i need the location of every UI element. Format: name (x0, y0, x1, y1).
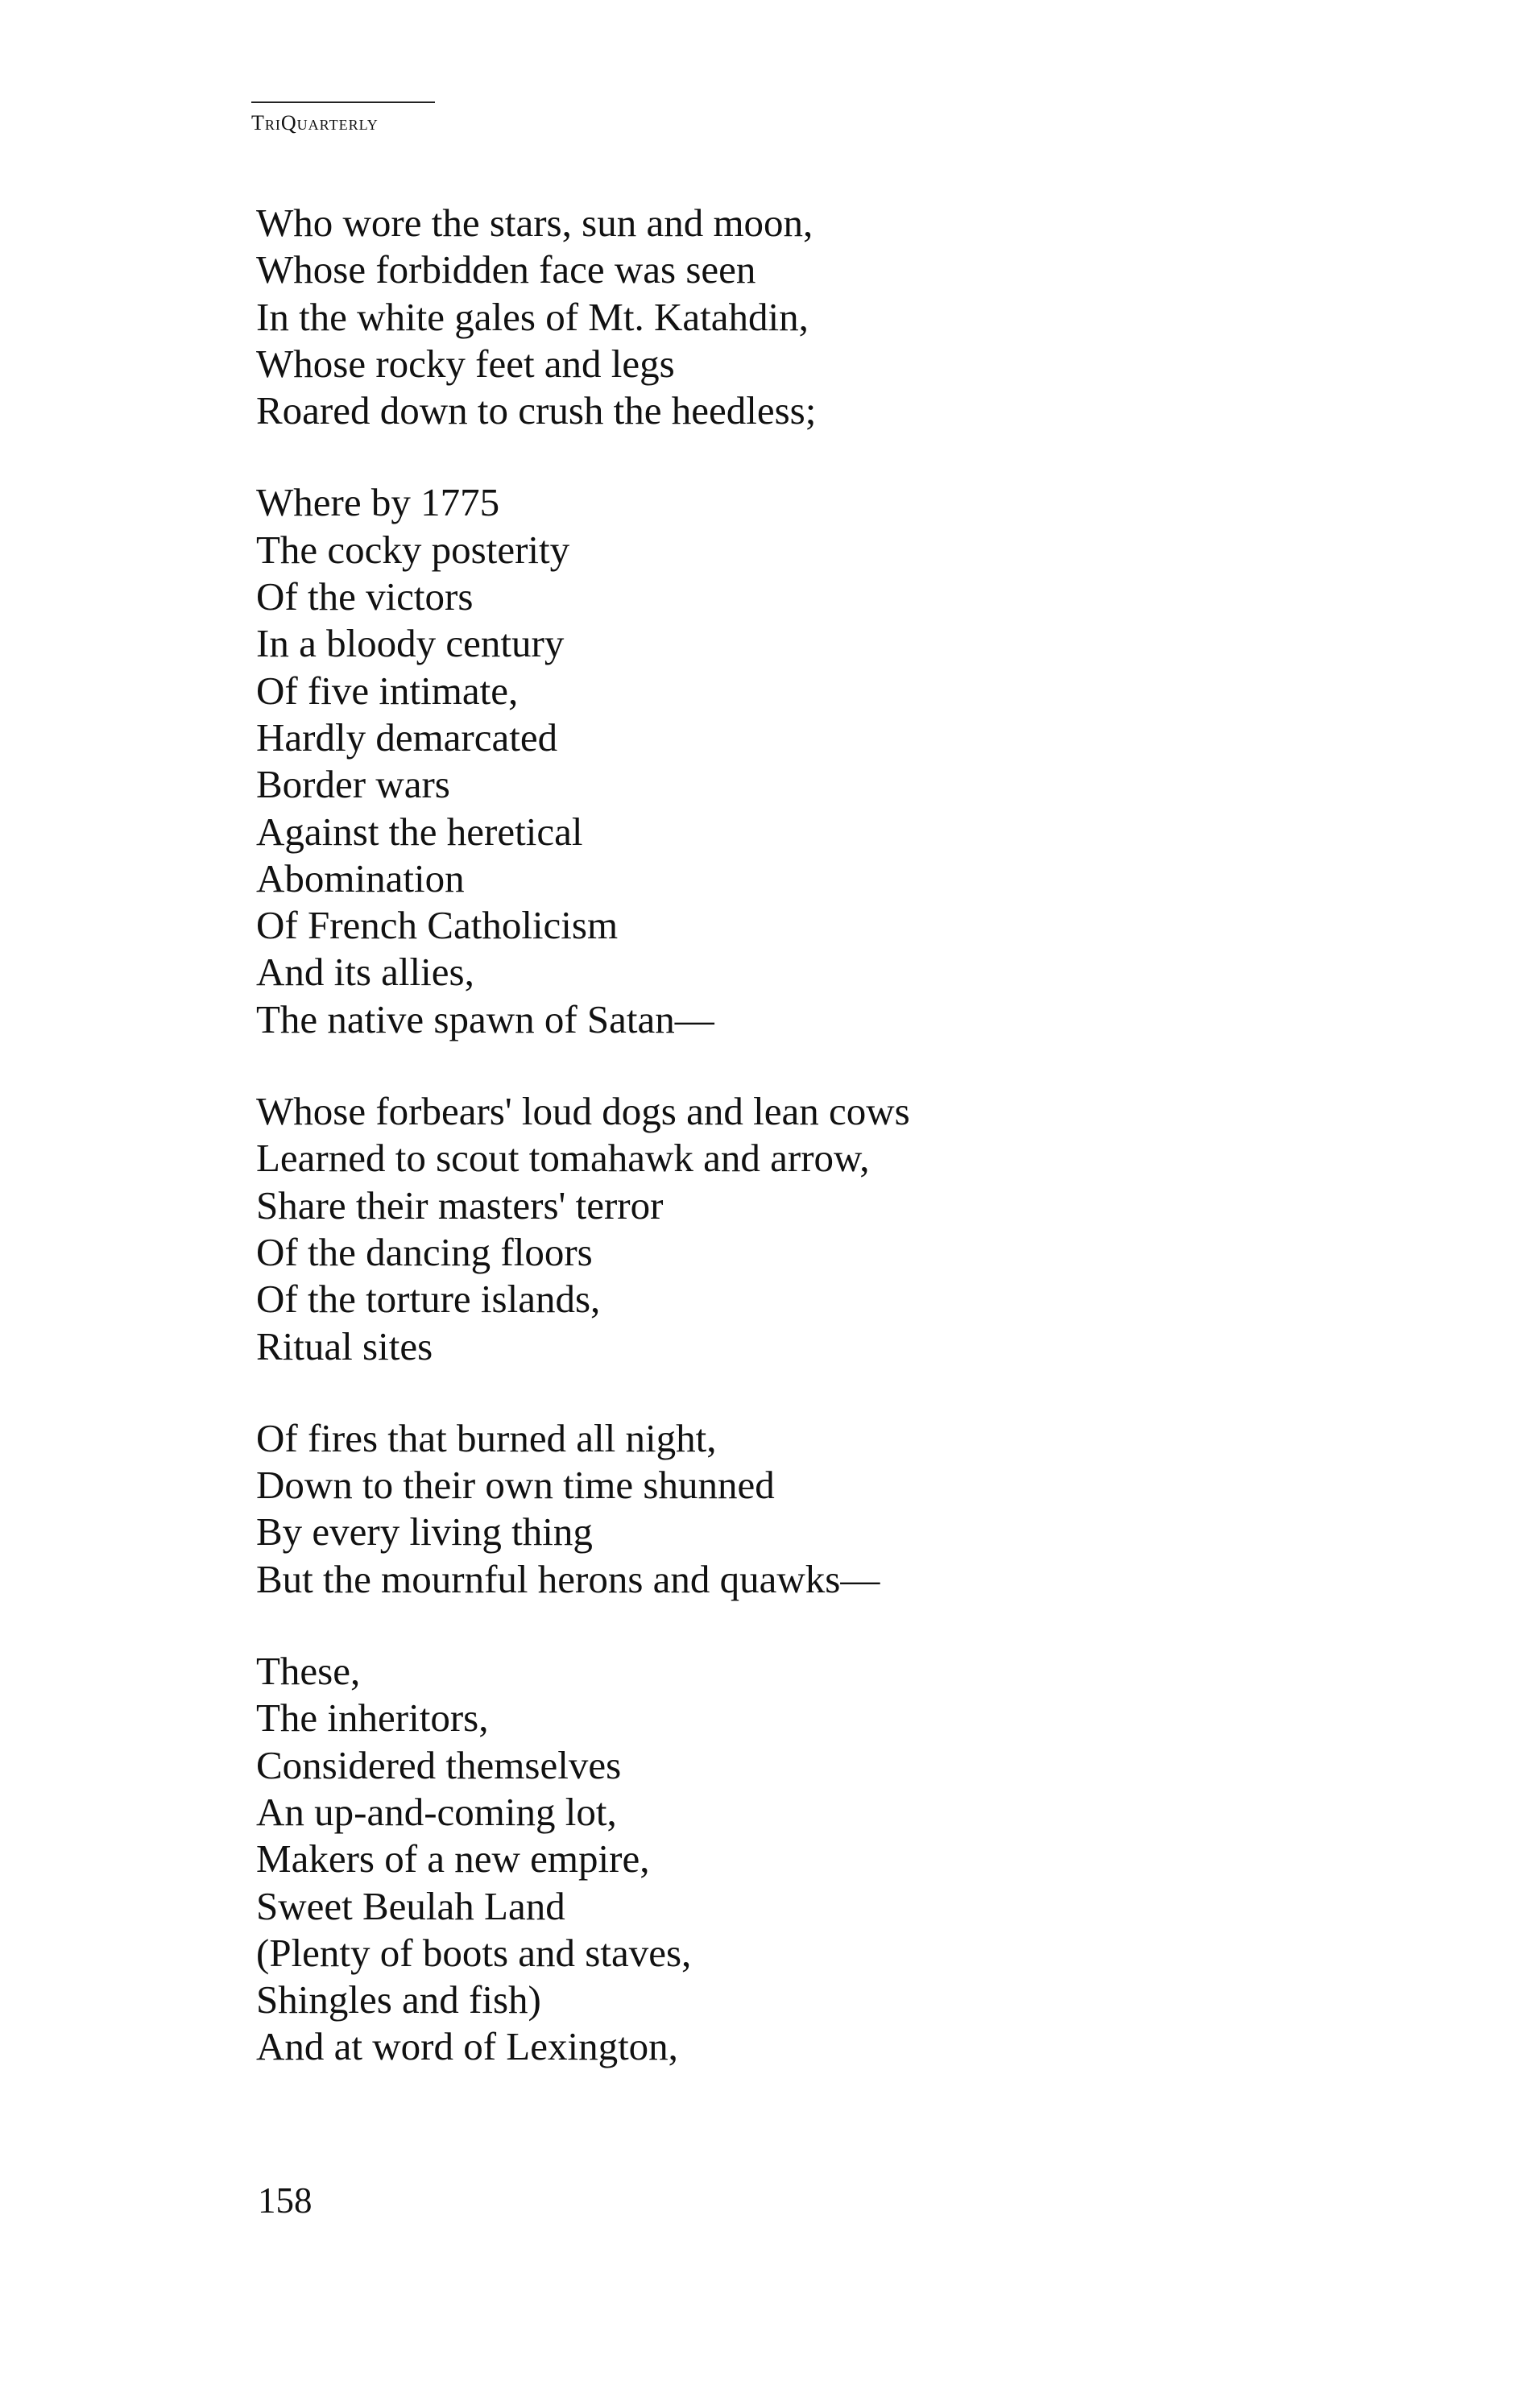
stanza-2 (256, 479, 1384, 1043)
poem-line: Border wars (256, 762, 450, 807)
poem-line: These, (256, 1649, 361, 1694)
running-head: TriQuarterly (251, 101, 435, 135)
poem-line: And at word of Lexington, (256, 2024, 678, 2069)
poem-line: Where by 1775 (256, 480, 500, 525)
page-number: 158 (258, 2180, 313, 2221)
stanza-1 (256, 200, 1384, 434)
poem-line: Whose forbears' loud dogs and lean cows (256, 1089, 910, 1134)
poem-line: Of the dancing floors (256, 1229, 593, 1274)
poem-line: Share their masters' terror (256, 1182, 664, 1228)
poem-line: Learned to scout tomahawk and arrow, (256, 1136, 870, 1181)
poem-line: Of French Catholicism (256, 903, 619, 948)
poem (256, 200, 1384, 2116)
poem-line: Hardly demarcated (256, 714, 558, 760)
poem-line: The inheritors, (256, 1695, 489, 1741)
poem-line: Down to their own time shunned (256, 1463, 775, 1508)
poem-line: Shingles and fish) (256, 1977, 541, 2022)
poem-line: Ritual sites (256, 1323, 433, 1368)
poem-line: An up-and-coming lot, (256, 1789, 617, 1834)
poem-line: Of five intimate, (256, 668, 519, 713)
poem-line: Makers of a new empire, (256, 1836, 650, 1882)
poem-line: The native spawn of Satan— (256, 996, 714, 1041)
poem-line: Against the heretical (256, 809, 583, 854)
poem-line: Whose rocky feet and legs (256, 341, 675, 386)
poem-line: Considered themselves (256, 1742, 622, 1787)
poem-line: Whose forbidden face was seen (256, 247, 756, 292)
stanza-4 (256, 1415, 1384, 1603)
poem-line: Of the torture islands, (256, 1277, 601, 1322)
poem-line: But the mournful herons and quawks— (256, 1556, 880, 1601)
poem-line: Of fires that burned all night, (256, 1415, 717, 1460)
poem-line: By every living thing (256, 1509, 593, 1555)
poem-line: (Plenty of boots and staves, (256, 1930, 692, 1975)
poem-line: Roared down to crush the heedless; (256, 388, 817, 433)
poem-line: And its allies, (256, 950, 474, 995)
poem-line: Abomination (256, 855, 465, 900)
poem-line: Sweet Beulah Land (256, 1883, 565, 1928)
poem-line: In a bloody century (256, 621, 565, 666)
poem-line: Who wore the stars, sun and moon, (256, 201, 813, 245)
poem-line: In the white gales of Mt. Katahdin, (256, 294, 809, 339)
stanza-5 (256, 1648, 1384, 2071)
poem-line: Of the victors (256, 574, 474, 619)
stanza-3 (256, 1088, 1384, 1370)
poem-line: The cocky posterity (256, 527, 570, 572)
